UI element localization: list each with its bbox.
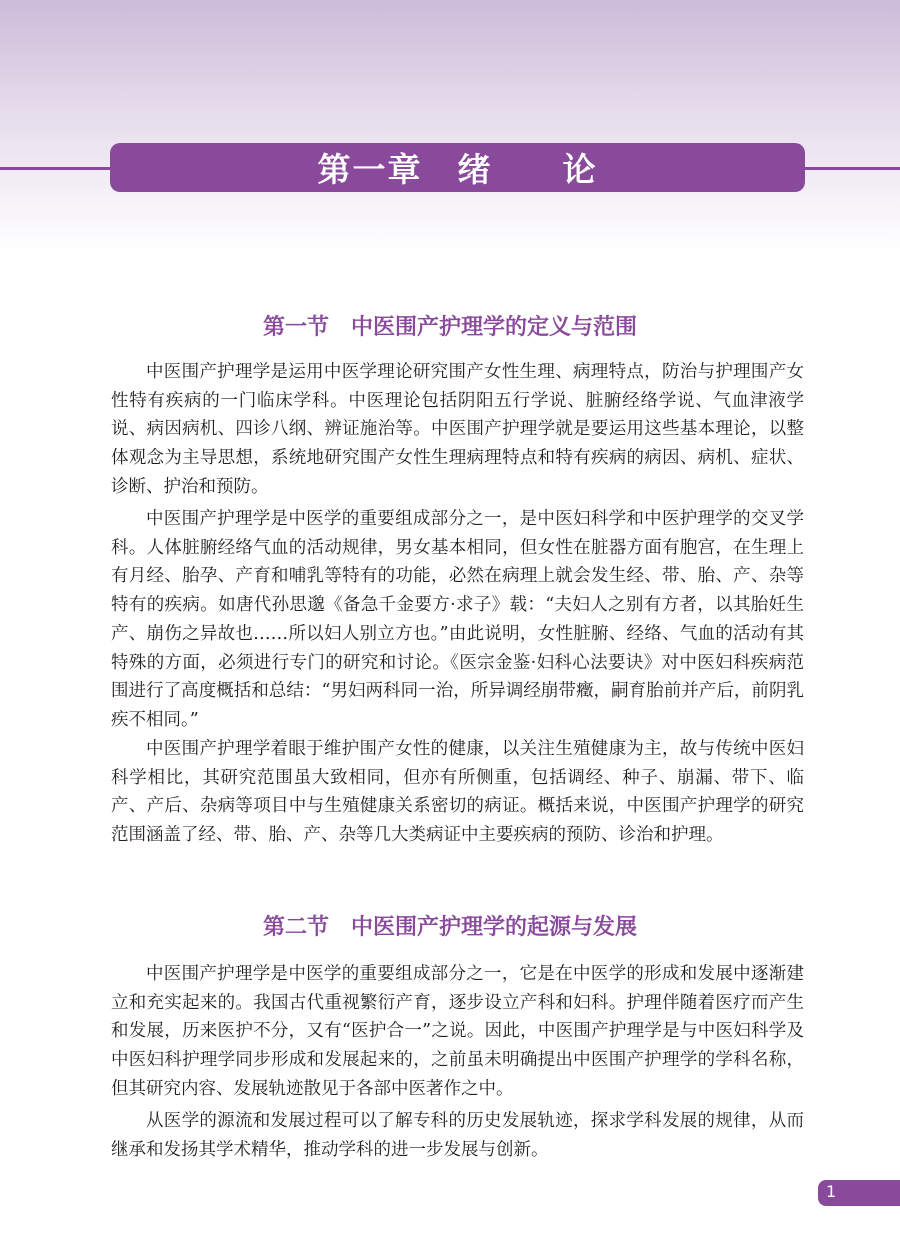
chapter-title: 第一章 绪 论 [317, 150, 598, 189]
section-2-heading: 第二节 中医围产护理学的起源与发展 [262, 915, 637, 940]
section-1-paragraph-1: 中医围产护理学是运用中医学理论研究围产女性生理、病理特点，防治与护理围产女性特有疾病的一门临床学科。中医理论包括阴阳五行学说、脏腑经络学说、气血津液学说、病因病机、四诊八纲、辨证施治等。中医围产护理学就是要运用这些基本理论，以整体观念为主导思想，系统地研究围产女性生理病理特点和特有疾病的病因、病机、症状、诊断、护治和预防。 [111, 362, 804, 497]
page-number-tab [818, 1180, 900, 1206]
section-2-paragraph-2: 从医学的源流和发展过程可以了解专科的历史发展轨迹，探求学科发展的规律，从而继承和发扬其学术精华，推动学科的进一步发展与创新。 [111, 1111, 804, 1160]
section-1-heading: 第一节 中医围产护理学的定义与范围 [262, 315, 637, 340]
chapter-banner [110, 143, 805, 192]
section-2-paragraph-1: 中医围产护理学是中医学的重要组成部分之一，它是在中医学的形成和发展中逐渐建立和充实起来的。我国古代重视繁衍产育，逐步设立产科和妇科。护理伴随着医疗而产生和发展，历来医护不分，又有“医护合一”之说。因此，中医围产护理学是与中医妇科学及中医妇科护理学同步形成和发展起来的，之前虽未明确提出中医围产护理学的学科名称，但其研究内容、发展轨迹散见于各部中医著作之中。 [111, 964, 804, 1099]
section-1-paragraph-3: 中医围产护理学着眼于维护围产女性的健康，以关注生殖健康为主，故与传统中医妇科学相比，其研究范围虽大致相同，但亦有所侧重，包括调经、种子、崩漏、带下、临产、产后、杂病等项目中与生殖健康关系密切的病证。概括来说，中医围产护理学的研究范围涵盖了经、带、胎、产、杂等几大类病证中主要疾病的预防、诊治和护理。 [111, 739, 804, 846]
page-number: 1 [826, 1182, 837, 1201]
header-background [0, 0, 900, 250]
section-1-paragraph-2: 中医围产护理学是中医学的重要组成部分之一，是中医妇科学和中医护理学的交叉学科。人体脏腑经络气血的活动规律，男女基本相同，但女性在脏器方面有胞宫，在生理上有月经、胎孕、产育和哺乳等特有的功能，必然在病理上就会发生经、带、胎、产、杂等特有的疾病。如唐代孙思邈《备急千金要方·求子》载：“夫妇人之别有方者，以其胎妊生产、崩伤之异故也……所以妇人别立方也。”由此说明，女性脏腑、经络、气血的活动有其特殊的方面，必须进行专门的研究和讨论。《医宗金鉴·妇科心法要诀》对中医妇科疾病范围进行了高度概括和总结：“男妇两科同一治，所异调经崩带癥，嗣育胎前并产后，前阴乳疾不相同。” [111, 509, 804, 730]
